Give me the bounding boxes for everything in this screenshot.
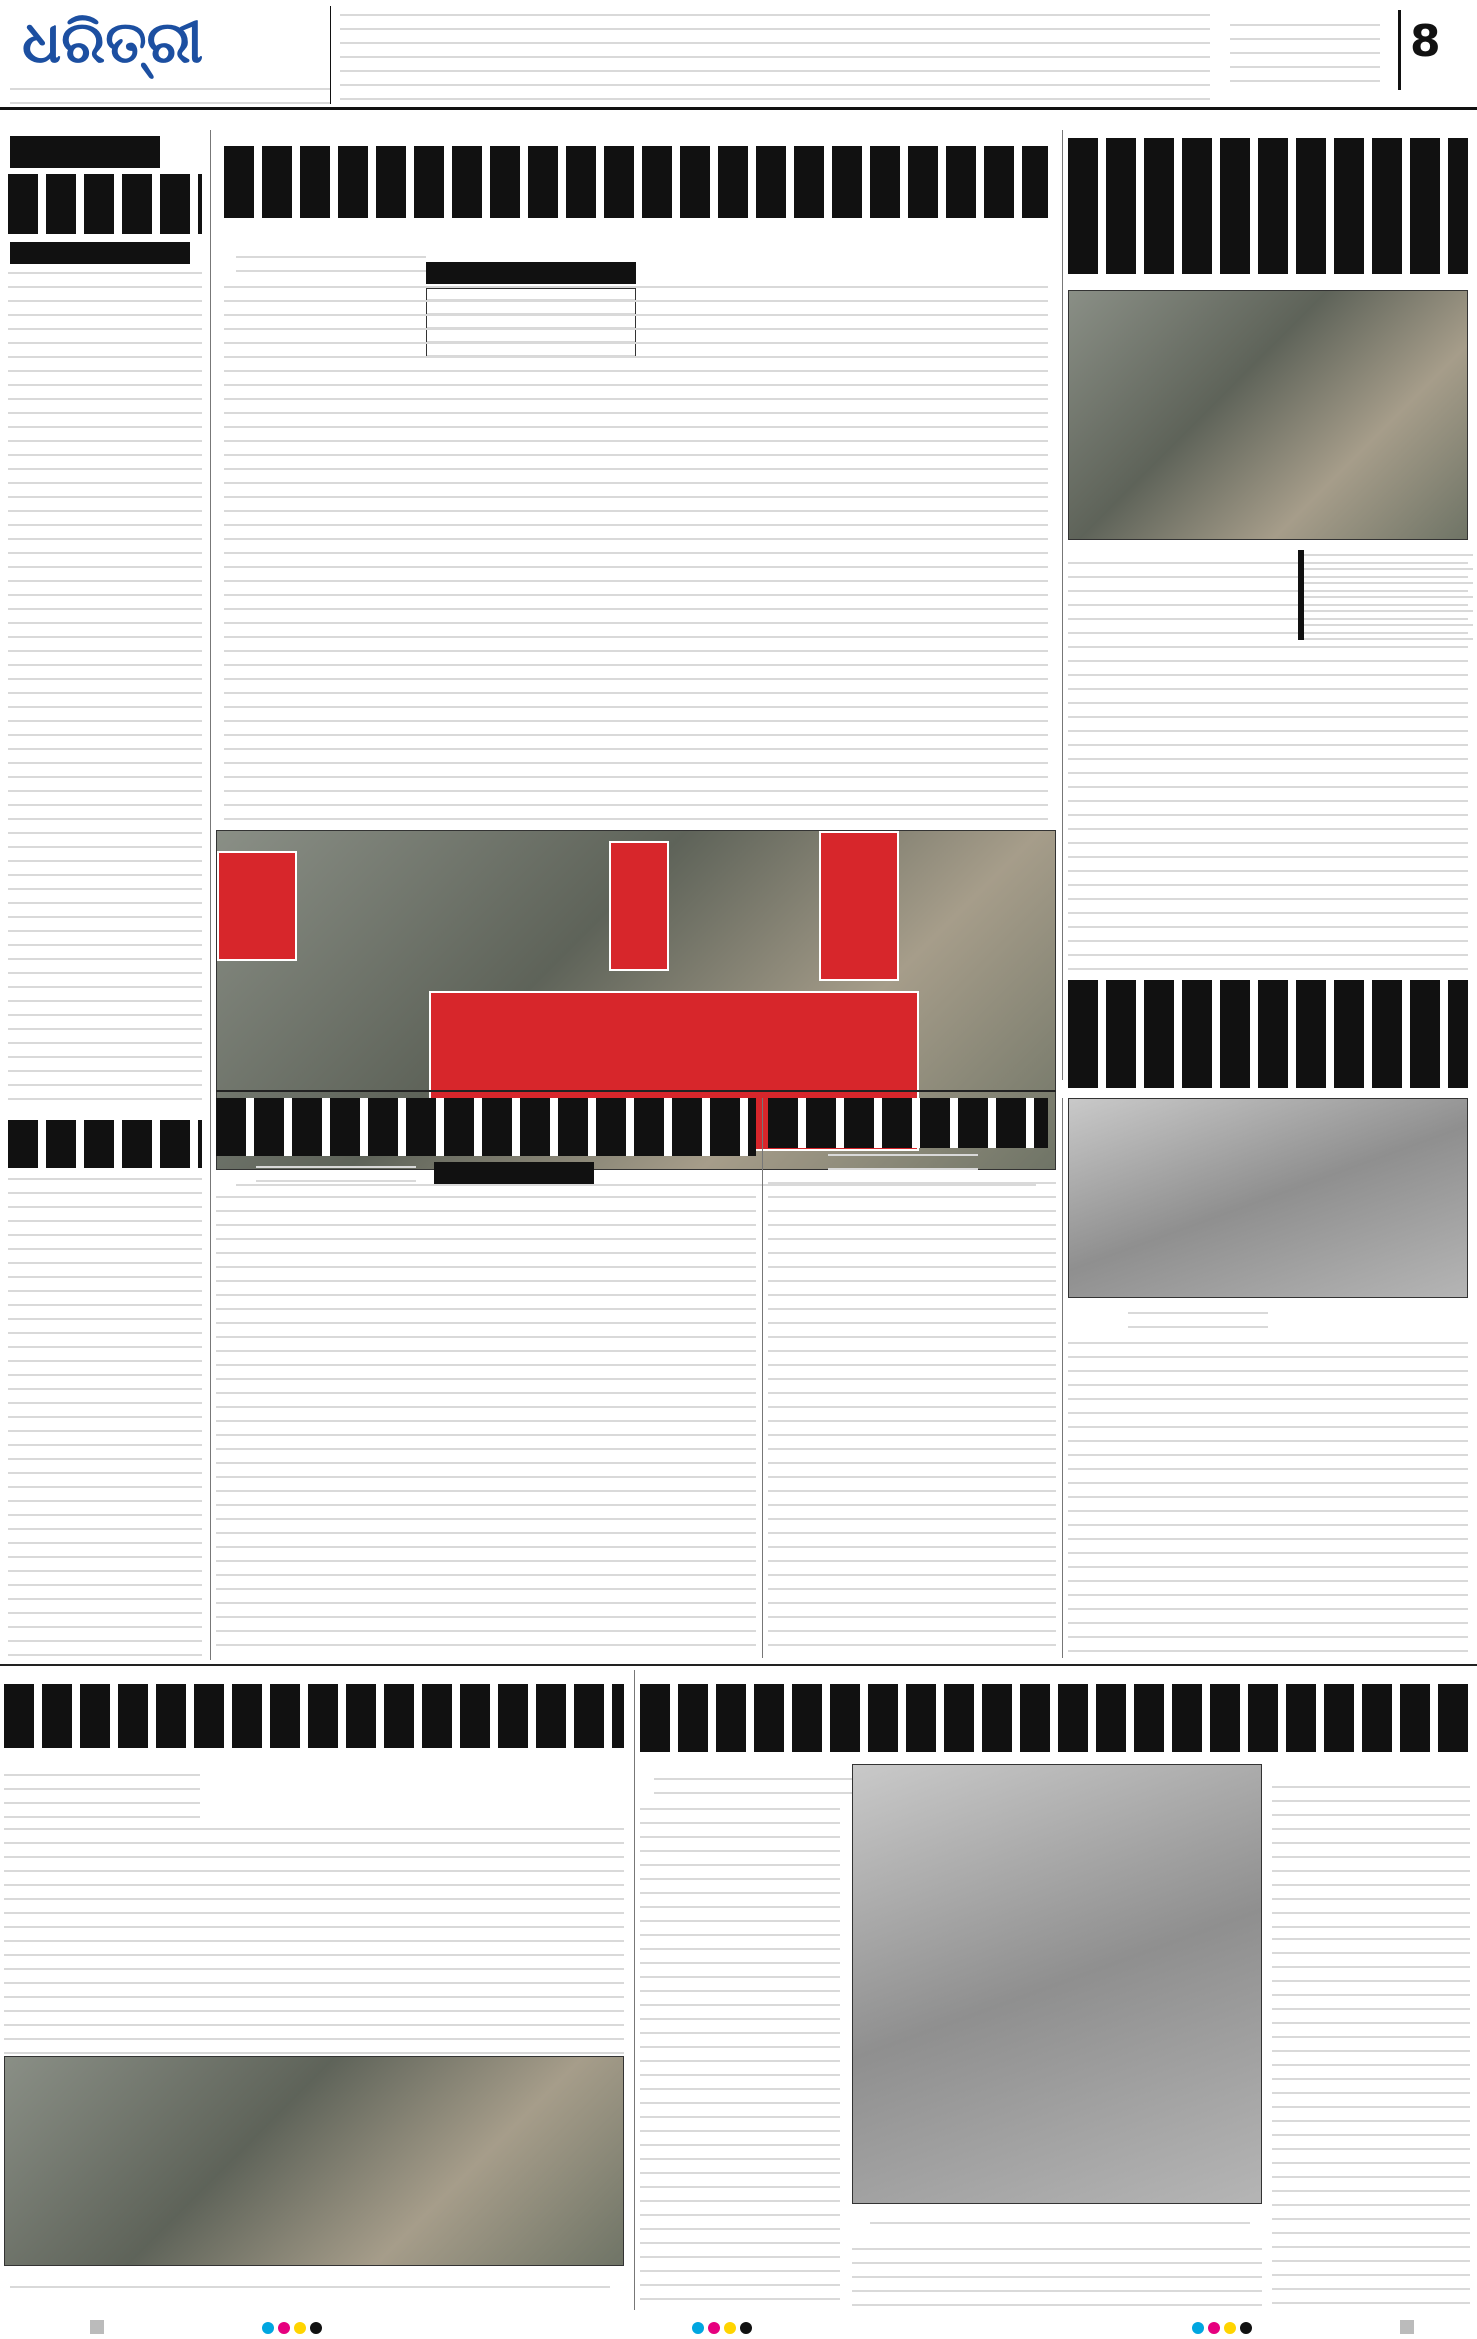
right-top-story [1068,130,1473,1090]
registration-dot [708,2322,720,2334]
science-byline [828,1154,978,1170]
science-body [768,1176,1056,1646]
party-flag-left [217,851,297,961]
taskforce-tag [434,1162,594,1184]
hospital-pullquotes [1272,1778,1470,1928]
registration-dot [724,2322,736,2334]
second-brief-body [8,1176,202,1656]
masthead [0,0,1477,110]
second-brief-headline [8,1120,202,1168]
registration-dot [1208,2322,1220,2334]
jail-story [0,1670,630,2318]
print-registration-strip [0,2318,1477,2339]
hospital-byline [654,1778,854,1794]
dateline-tag [10,242,190,264]
taskforce-headline [216,1098,756,1156]
registration-dot [310,2322,322,2334]
registration-dot [692,2322,704,2334]
award-body [1068,1334,1468,1652]
lead-body [224,280,1048,820]
registration-block-right [1400,2320,1414,2334]
award-photo [1068,1098,1468,1298]
left-column [4,130,206,1660]
registration-dot [740,2322,752,2334]
science-headline [768,1098,1048,1148]
lead-byline [236,254,426,272]
registration-dot [1224,2322,1236,2334]
hospital-headline [640,1684,1470,1752]
opd-door-photo [852,1764,1262,2204]
page-number: 8 [1410,16,1441,67]
brief-headline [8,174,202,234]
taskforce-body [216,1190,756,1646]
award-byline [1128,1312,1268,1328]
logo-mark: ଧରିତ୍ରୀ [22,7,204,76]
award-headline [1068,980,1468,1088]
hospital-body-middle [852,2236,1262,2306]
opd-photo-caption [870,2210,1250,2224]
section-tag [10,136,160,168]
registration-dot [262,2322,274,2334]
hospital-body-right [1272,1936,1470,2304]
registration-block-left [90,2320,104,2334]
newspaper-logo [22,6,322,78]
cattle-pullquote [1298,550,1473,640]
cattle-headline [1068,138,1468,274]
party-flag-right [819,831,899,981]
registration-dot [1240,2322,1252,2334]
brief-body [8,270,202,1100]
jail-caption [10,2274,610,2288]
registration-dot [294,2322,306,2334]
masthead-teaser [340,8,1210,100]
taskforce-byline [256,1166,416,1182]
party-flag-center [609,841,669,971]
lead-headline [224,146,1048,218]
award-story [1068,1098,1473,1658]
taskforce-story [216,1098,756,1658]
hospital-body-left [640,1800,840,2300]
science-story [768,1098,1056,1658]
cattle-photo [1068,290,1468,540]
dateline [10,82,330,104]
jail-dateline [4,1772,200,1818]
hospital-story [640,1670,1476,2318]
section-title [1230,12,1380,82]
lead-story [216,130,1056,1080]
jail-headline [4,1684,624,1748]
jail-photo [4,2056,624,2266]
registration-dot [278,2322,290,2334]
registration-dot [1192,2322,1204,2334]
